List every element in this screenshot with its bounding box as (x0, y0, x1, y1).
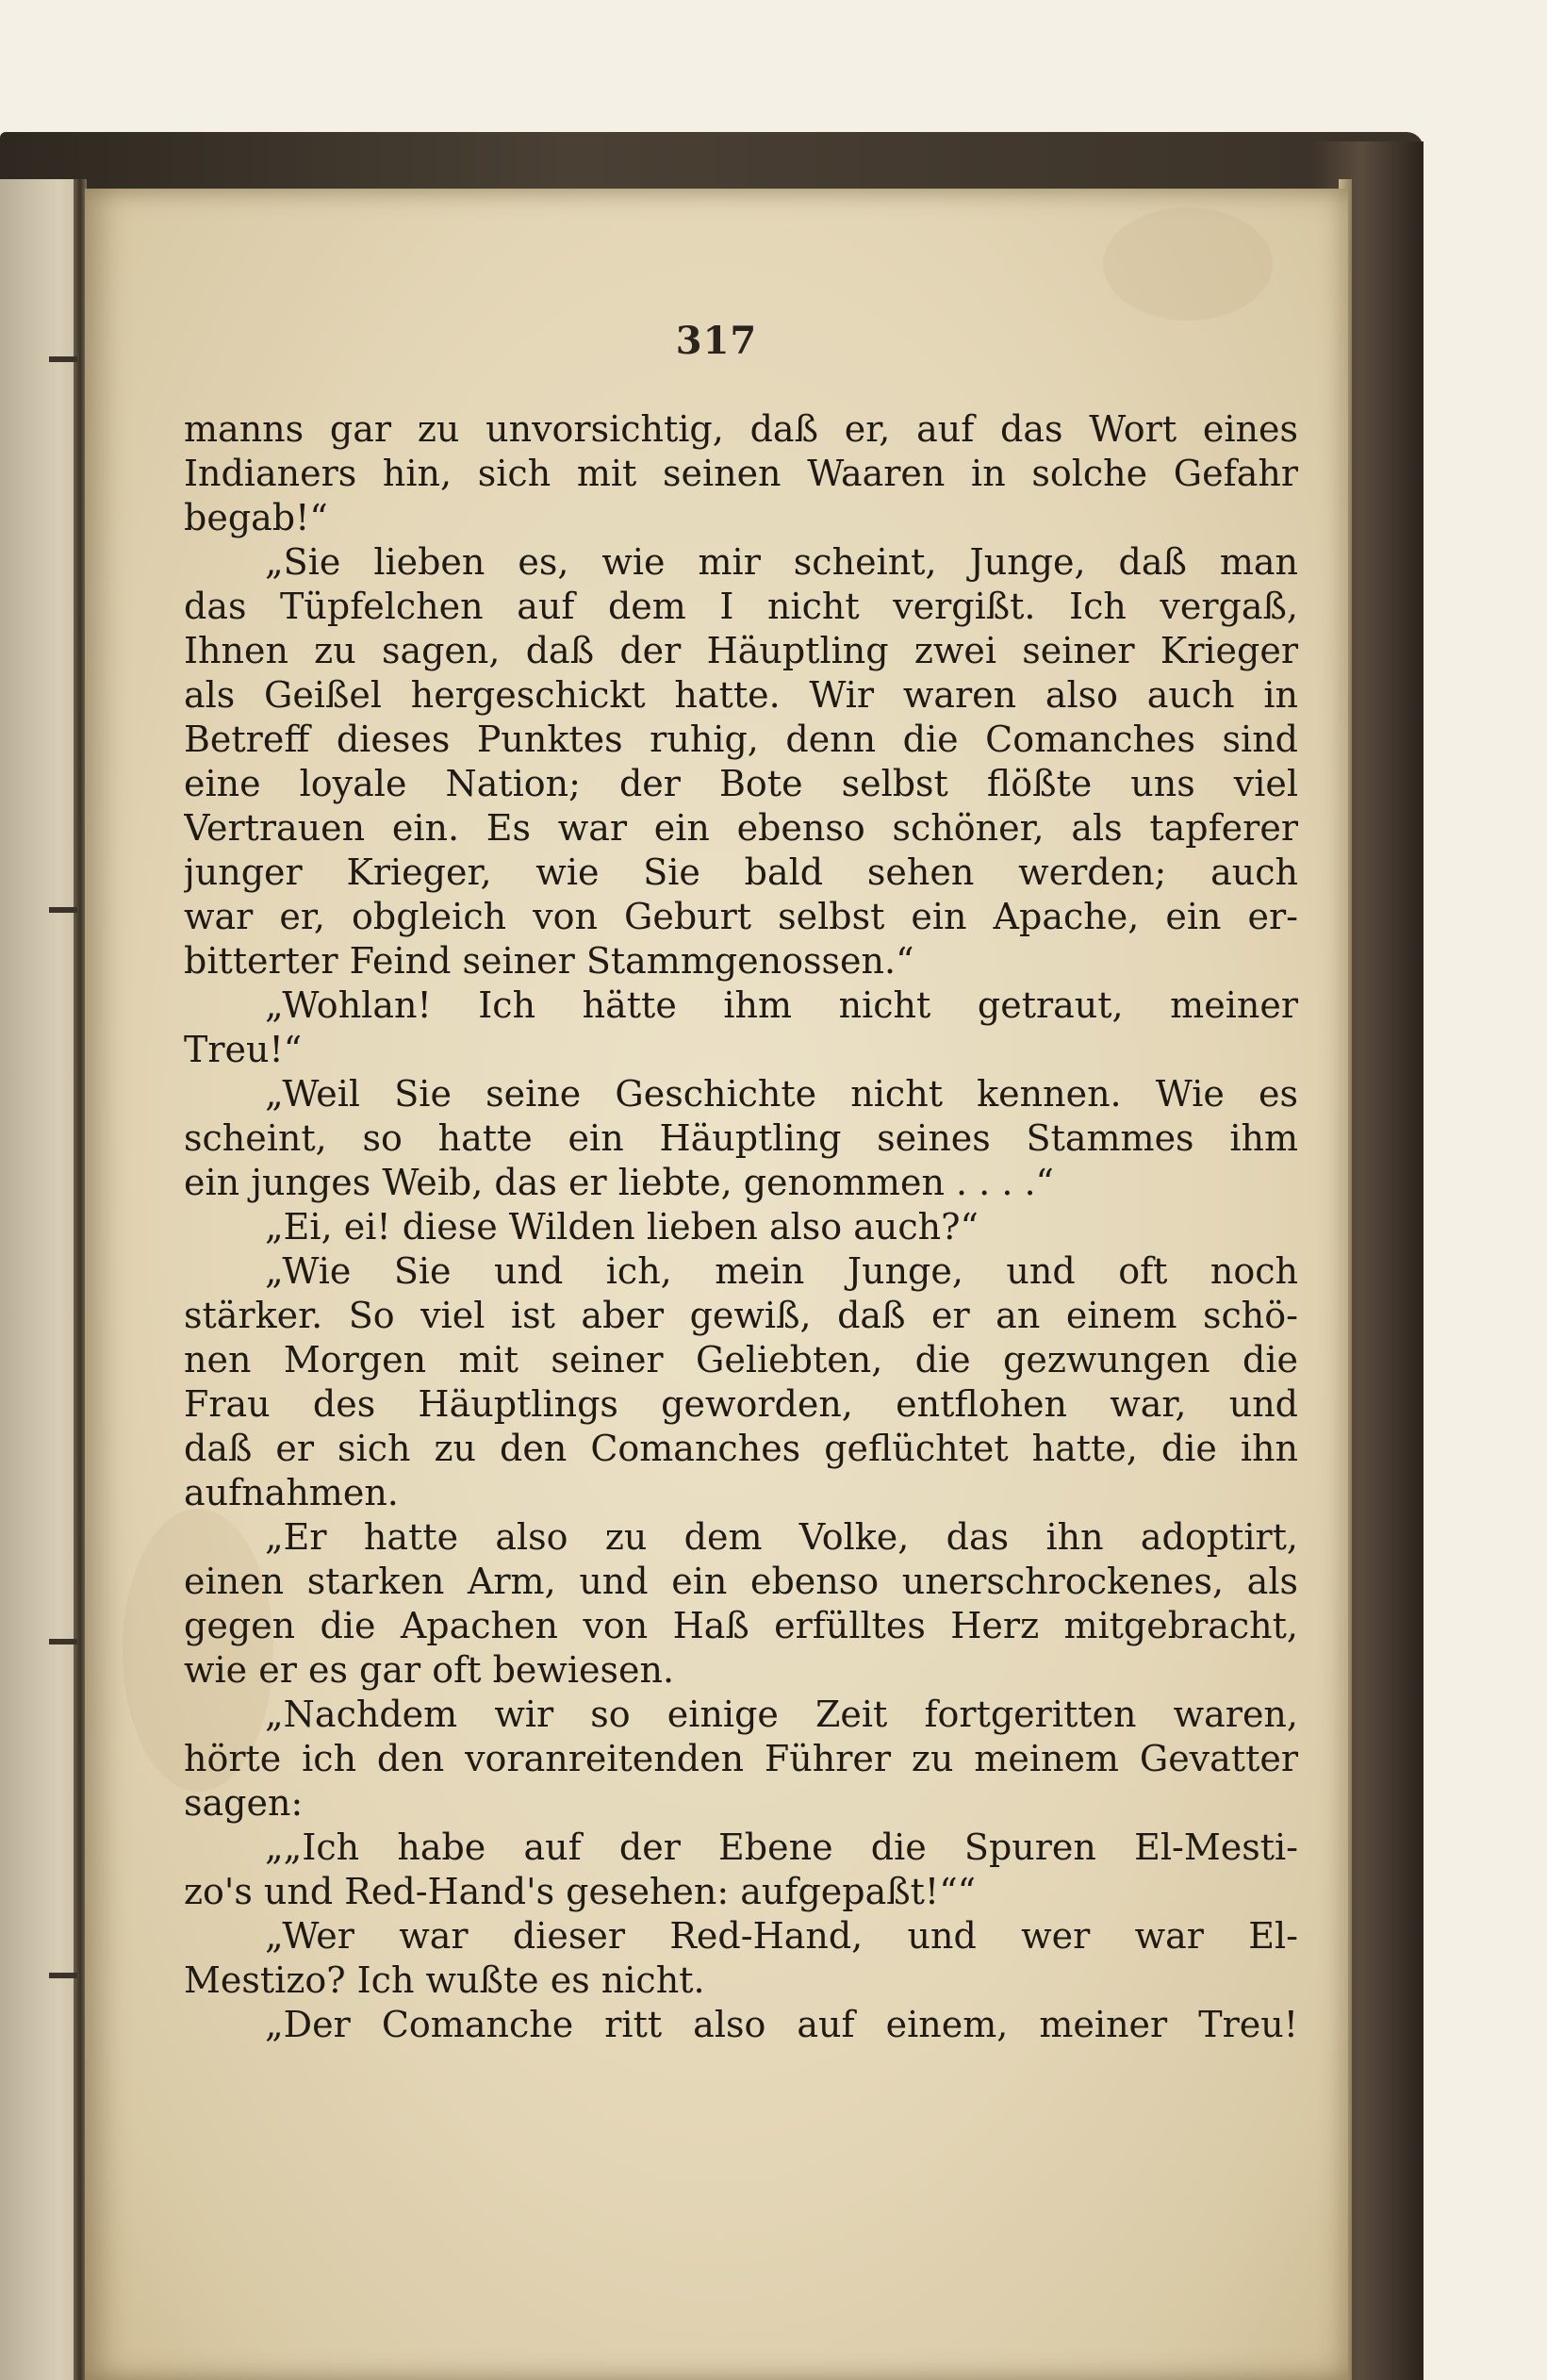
text-line: „Der Comanche ritt also auf einem, meiner Treu! (265, 2004, 1298, 2045)
text-line: Frau des Häuptlings geworden, entflohen war, und (184, 1383, 1298, 1425)
text-line: Treu!“ (184, 1029, 303, 1070)
text-line: aufnahmen. (184, 1472, 399, 1513)
page-number: 317 (675, 319, 758, 363)
text-line: Vertrauen ein. Es war ein ebenso schöner, als tapferer (184, 807, 1298, 849)
text-line: nen Morgen mit seiner Geliebten, die gezwungen die (184, 1339, 1298, 1380)
page-stain (1103, 207, 1273, 321)
text-line: „Nachdem wir so einige Zeit fortgeritten waren, (265, 1694, 1298, 1735)
margin-mark (49, 356, 77, 362)
text-line: „Sie lieben es, wie mir scheint, Junge, daß man (265, 541, 1298, 583)
text-line: manns gar zu unvorsichtig, daß er, auf das Wort eines (184, 408, 1298, 450)
text-line: einen starken Arm, und ein ebenso unerschrockenes, als (184, 1561, 1298, 1602)
text-line: daß er sich zu den Comanches geflüchtet hatte, die ihn (184, 1428, 1298, 1469)
text-line: „Er hatte also zu dem Volke, das ihn adoptirt, (265, 1516, 1298, 1558)
text-line: sagen: (184, 1782, 304, 1824)
text-line: bitterter Feind seiner Stammgenossen.“ (184, 940, 914, 982)
text-line: eine loyale Nation; der Bote selbst flößte uns viel (184, 763, 1298, 804)
book-page (85, 189, 1348, 2380)
text-line: das Tüpfelchen auf dem I nicht vergißt. Ich vergaß, (184, 586, 1298, 627)
text-line: hörte ich den voranreitenden Führer zu meinem Gevatter (184, 1738, 1298, 1779)
text-line: wie er es gar oft bewiesen. (184, 1649, 675, 1691)
margin-mark (49, 907, 77, 913)
text-line: ein junges Weib, das er liebte, genommen . . . .“ (184, 1162, 1054, 1203)
previous-page-sliver (0, 179, 83, 2380)
text-line: begab!“ (184, 497, 328, 538)
text-line: „„Ich habe auf der Ebene die Spuren El-Mesti- (265, 1826, 1298, 1868)
text-line: war er, obgleich von Geburt selbst ein Apache, ein er- (184, 896, 1298, 937)
page-text (184, 407, 1298, 2047)
text-line: junger Krieger, wie Sie bald sehen werden; auch (184, 851, 1298, 893)
text-line: als Geißel hergeschickt hatte. Wir waren also auch in (184, 674, 1298, 716)
text-line: „Ei, ei! diese Wilden lieben also auch?“ (265, 1206, 979, 1248)
text-line: „Weil Sie seine Geschichte nicht kennen. Wie es (265, 1073, 1298, 1115)
text-line: zo's und Red-Hand's gesehen: aufgepaßt!““ (184, 1871, 977, 1912)
text-line: Mestizo? Ich wußte es nicht. (184, 1959, 705, 2001)
text-line: Betreff dieses Punktes ruhig, denn die Comanches sind (184, 719, 1298, 760)
margin-mark (49, 1639, 77, 1645)
text-line: „Wohlan! Ich hätte ihm nicht getraut, meiner (265, 984, 1298, 1026)
margin-mark (49, 1973, 77, 1978)
text-line: Ihnen zu sagen, daß der Häuptling zwei seiner Krieger (184, 630, 1298, 671)
text-line: stärker. So viel ist aber gewiß, daß er an einem schö- (184, 1295, 1298, 1336)
text-line: scheint, so hatte ein Häuptling seines Stammes ihm (184, 1117, 1298, 1159)
text-line: „Wie Sie und ich, mein Junge, und oft noch (265, 1250, 1298, 1292)
text-line: Indianers hin, sich mit seinen Waaren in solche Gefahr (184, 453, 1298, 494)
text-line: „Wer war dieser Red-Hand, und wer war El- (265, 1915, 1298, 1957)
text-line: gegen die Apachen von Haß erfülltes Herz mitgebracht, (184, 1605, 1298, 1646)
